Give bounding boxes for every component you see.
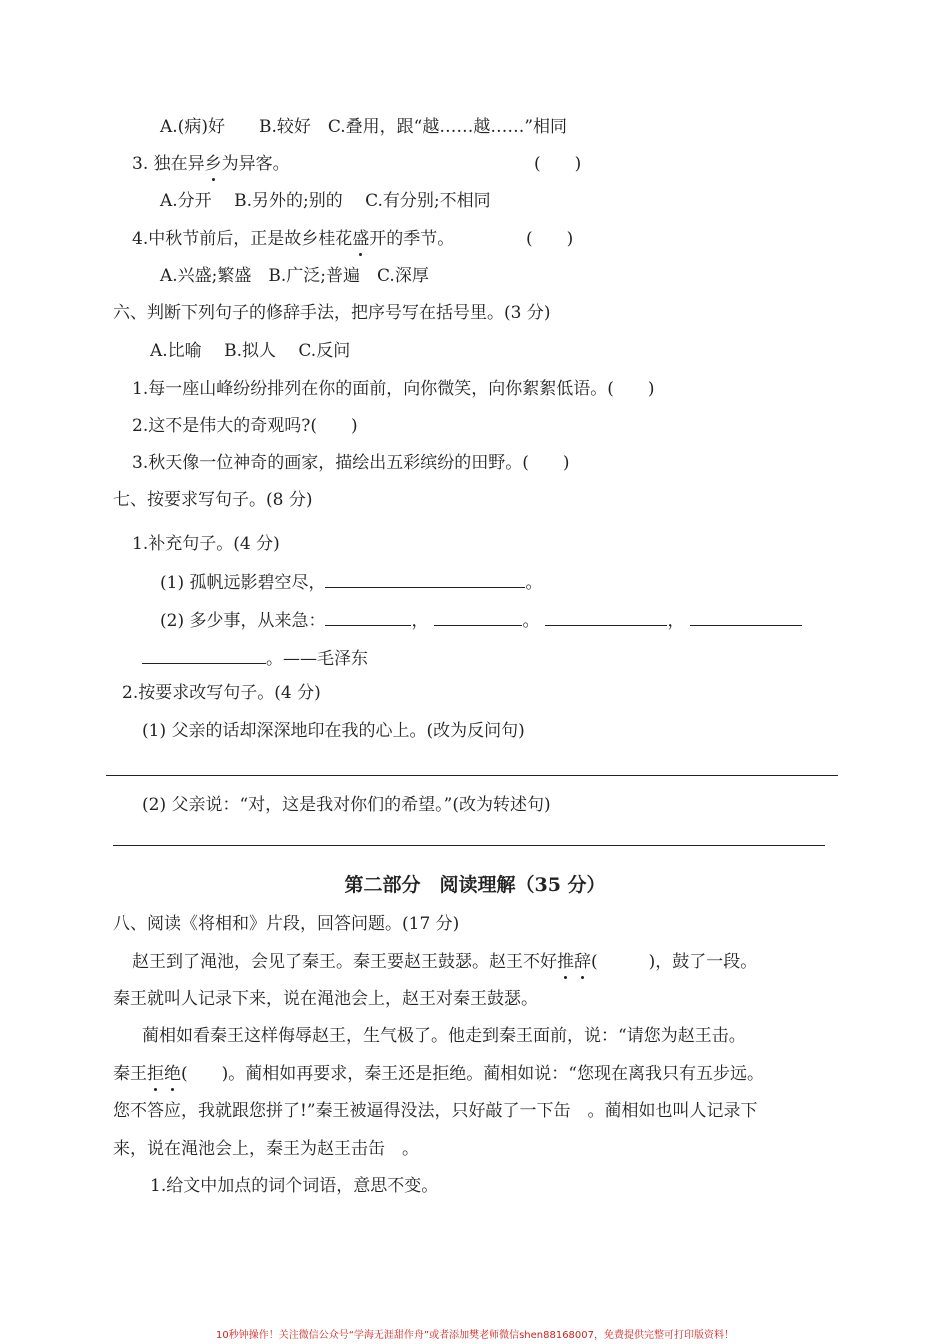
section-6-options: A.比喻 B.拟人 C.反问 <box>150 341 351 361</box>
q4-answer-paren: ( ) <box>526 229 574 249</box>
q4-text: 4.中秋节前后，正是故乡桂花盛开的季节。 <box>132 229 455 249</box>
q3-options: A.分开 B.另外的;别的 C.有分别;不相同 <box>160 191 491 211</box>
rewrite-1: (1) 父亲的话却深深地印在我的心上。(改为反问句) <box>142 721 525 741</box>
answer-blank[interactable] <box>434 607 522 626</box>
answer-blank[interactable] <box>325 569 525 588</box>
fill-sentence-1: (1) 孤帆远影碧空尽， 。 <box>160 569 542 595</box>
section-6-title: 六、判断下列句子的修辞手法，把序号写在括号里。(3 分) <box>113 303 551 323</box>
rewrite-2: (2) 父亲说：“对，这是我对你们的希望。”(改为转述句) <box>142 795 551 815</box>
fill-sentence-2: (2) 多少事，从来急： ， 。 ， <box>160 607 802 633</box>
emphasis-dot-char: 乡 <box>204 154 222 174</box>
q4-options: A.兴盛;繁盛 B.广泛;普遍 C.深厚 <box>160 266 429 286</box>
section-7-sub-1: 1.补充句子。(4 分) <box>132 534 280 554</box>
passage-line-4: 秦王拒绝( )。蔺相如再要求，秦王还是拒绝。蔺相如说：“您现在离我只有五步远。 <box>113 1064 764 1084</box>
answer-blank[interactable] <box>545 607 667 626</box>
emphasis-dot-char: 辞 <box>574 952 591 972</box>
answer-blank[interactable] <box>690 607 802 626</box>
passage-line-1: 赵王到了渑池，会见了秦王。秦王要赵王鼓瑟。赵王不好推辞( )，鼓了一段。 <box>132 952 758 972</box>
section-6-item-1: 1.每一座山峰纷纷排列在你的面前，向你微笑，向你絮絮低语。( ) <box>132 379 655 399</box>
passage-line-2: 秦王就叫人记录下来，说在渑池会上，赵王对秦王鼓瑟。 <box>113 989 538 1009</box>
section-8-question-1: 1.给文中加点的词个词语，意思不变。 <box>150 1176 439 1196</box>
section-6-item-2: 2.这不是伟大的奇观吗?( ) <box>132 416 358 436</box>
answer-blank[interactable] <box>142 645 266 664</box>
q3-text: 3. 独在异乡为异客。 <box>132 154 290 174</box>
passage-line-6: 来，说在渑池会上，秦王为赵王击缶 。 <box>113 1139 419 1159</box>
section-8-title: 八、阅读《将相和》片段，回答问题。(17 分) <box>113 914 460 934</box>
passage-line-3: 蔺相如看秦王这样侮辱赵王，生气极了。他走到秦王面前，说：“请您为赵王击。 <box>142 1026 746 1046</box>
part-2-title: 第二部分 阅读理解（35 分） <box>344 874 606 896</box>
fill-sentence-2-cont: 。——毛泽东 <box>142 645 368 671</box>
section-7-title: 七、按要求写句子。(8 分) <box>113 490 313 510</box>
answer-line[interactable] <box>113 845 825 846</box>
footer-promo-text: 10秒钟操作！关注微信公众号“学海无涯甜作舟”或者添加樊老师微信shen88168007，免费提供完整可打印版资料！ <box>215 1330 735 1341</box>
emphasis-dot-char: 盛 <box>352 229 370 249</box>
q3-answer-paren: ( ) <box>534 154 582 174</box>
emphasis-dot-char: 推 <box>557 952 574 972</box>
answer-blank[interactable] <box>325 607 411 626</box>
answer-line[interactable] <box>106 775 838 776</box>
section-6-item-3: 3.秋天像一位神奇的画家，描绘出五彩缤纷的田野。( ) <box>132 453 570 473</box>
emphasis-dot-char: 拒 <box>147 1064 164 1084</box>
section-7-sub-2: 2.按要求改写句子。(4 分) <box>122 683 321 703</box>
passage-line-5: 您不答应，我就跟您拼了!”秦王被逼得没法，只好敲了一下缶 。蔺相如也叫人记录下 <box>113 1101 758 1121</box>
q2-options: A.(病)好 B.较好 C.叠用，跟“越……越……”相同 <box>160 117 568 137</box>
emphasis-dot-char: 绝 <box>164 1064 181 1084</box>
